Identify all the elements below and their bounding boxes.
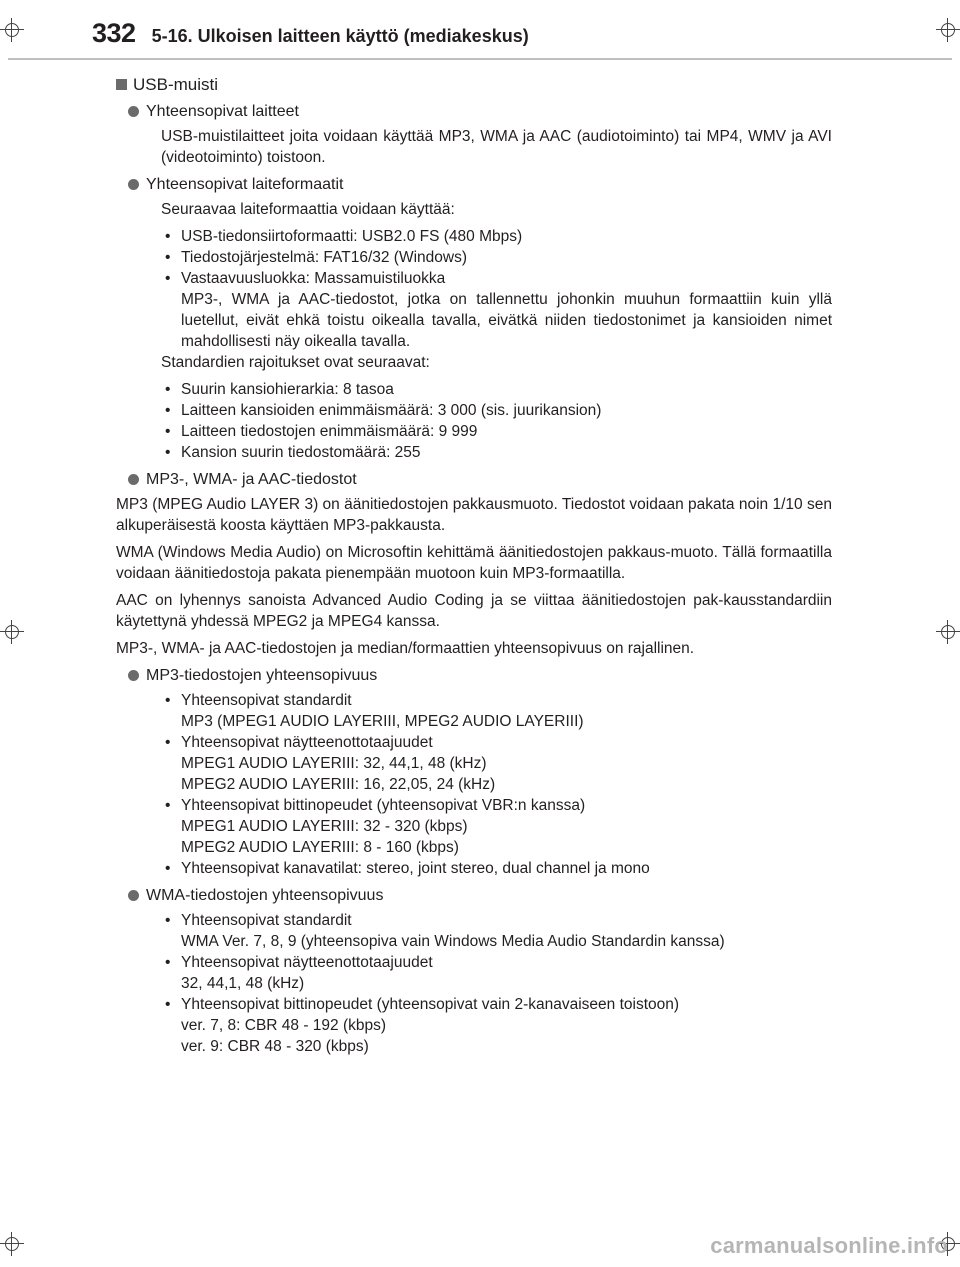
subsection-device-formats — [128, 174, 832, 195]
paragraph: Standardien rajoitukset ovat seuraavat: — [161, 354, 430, 371]
list-item-head: • Yhteensopivat näytteenottotaajuudet — [181, 954, 433, 971]
list-item — [161, 858, 832, 879]
mp3-list — [161, 690, 832, 879]
square-bullet-icon — [116, 79, 127, 90]
subsection-title: WMA-tiedostojen yhteensopivuus — [146, 887, 384, 904]
list-item-head: • Yhteensopivat bittinopeudet (yhteensopivat VBR:n kanssa) — [181, 797, 586, 814]
list-item-head: • Yhteensopivat bittinopeudet (yhteensopivat vain 2-kanavaiseen toistoon) — [181, 996, 680, 1013]
list-item: • Suurin kansiohierarkia: 8 tasoa — [161, 379, 832, 400]
paragraph: WMA (Windows Media Audio) on Microsoftin kehittämä äänitiedostojen pakkaus-muoto. Tällä formaatilla voidaan äänitiedostoja pakata pienempään muotoon kuin MP3-formaatilla. — [116, 544, 832, 582]
paragraph: Seuraavaa laiteformaattia voidaan käyttää: — [161, 201, 455, 218]
subsection-title: MP3-tiedostojen yhteensopivuus — [146, 667, 378, 684]
list-item-head: • Yhteensopivat standardit — [181, 912, 352, 929]
list-item: • Tiedostojärjestelmä: FAT16/32 (Windows) — [161, 247, 832, 268]
registration-mark-icon — [936, 620, 960, 644]
format-list — [161, 226, 832, 352]
page-number: 332 — [92, 18, 136, 48]
list-item — [161, 732, 832, 795]
registration-mark-icon — [0, 1232, 24, 1256]
circle-bullet-icon — [128, 106, 139, 117]
registration-mark-icon — [0, 18, 24, 42]
list-item: • USB-tiedonsiirtoformaatti: USB2.0 FS (480 Mbps) — [161, 226, 832, 247]
section-title: USB-muisti — [133, 75, 219, 94]
list-item — [161, 690, 832, 732]
list-item-head: • Yhteensopivat kanavatilat: stereo, joint stereo, dual channel ja mono — [181, 860, 650, 877]
list-item — [161, 994, 832, 1057]
subsection-title: Yhteensopivat laiteformaatit — [146, 176, 344, 193]
registration-mark-icon — [936, 18, 960, 42]
header-divider — [8, 58, 952, 60]
list-item-line: MPEG2 AUDIO LAYERIII: 8 - 160 (kbps) — [181, 839, 459, 856]
watermark-link[interactable]: carmanualsonline.info — [710, 1233, 948, 1258]
list-item-line: WMA Ver. 7, 8, 9 (yhteensopiva vain Windows Media Audio Standardin kanssa) — [181, 933, 725, 950]
subsection-title: Yhteensopivat laitteet — [146, 103, 299, 120]
list-item: • Kansion suurin tiedostomäärä: 255 — [161, 442, 832, 463]
subsection-mp3-compatibility — [128, 665, 832, 686]
paragraph: MP3-, WMA- ja AAC-tiedostojen ja median/formaattien yhteensopivuus on rajallinen. — [116, 640, 695, 657]
page-content — [116, 66, 832, 1063]
list-item-note: MP3-, WMA ja AAC-tiedostot, jotka on tallennettu johonkin muuhun formaattiin kuin yllä luetellut, eivät ehkä toistu oikealla tavalla, eivätkä niiden tiedostonimet ja kansioiden nimet mahdollisesti näy oikealla tavalla. — [181, 291, 832, 350]
list-item-text: • Vastaavuusluokka: Massamuistiluokka — [181, 270, 446, 287]
chapter-title: 5-16. Ulkoisen laitteen käyttö (mediakeskus) — [151, 26, 529, 46]
circle-bullet-icon — [128, 179, 139, 190]
wma-list — [161, 910, 832, 1057]
list-item-line: ver. 7, 8: CBR 48 - 192 (kbps) — [181, 1017, 387, 1034]
list-item — [161, 952, 832, 994]
list-item-line: MPEG1 AUDIO LAYERIII: 32 - 320 (kbps) — [181, 818, 468, 835]
subsection-title: MP3-, WMA- ja AAC-tiedostot — [146, 471, 357, 488]
list-item-head: • Yhteensopivat standardit — [181, 692, 352, 709]
subsection-wma-compatibility — [128, 885, 832, 906]
paragraph: MP3 (MPEG Audio LAYER 3) on äänitiedostojen pakkausmuoto. Tiedostot voidaan pakata noin 1/10 sen alkuperäisestä koosta käyttäen MP3-pakkausta. — [116, 496, 832, 534]
paragraph: USB-muistilaitteet joita voidaan käyttää MP3, WMA ja AAC (audiotoiminto) tai MP4, WMV ja AVI (videotoiminto) toistoon. — [161, 128, 832, 166]
list-item-line: MPEG1 AUDIO LAYERIII: 32, 44,1, 48 (kHz) — [181, 755, 487, 772]
list-item-line: MPEG2 AUDIO LAYERIII: 16, 22,05, 24 (kHz) — [181, 776, 496, 793]
paragraph: AAC on lyhennys sanoista Advanced Audio Coding ja se viittaa äänitiedostojen pak-kausstandardiin käytettynä yhdessä MPEG2 ja MPEG4 kanssa. — [116, 592, 832, 630]
list-item-line: ver. 9: CBR 48 - 320 (kbps) — [181, 1038, 369, 1055]
list-item — [161, 910, 832, 952]
subsection-file-types — [128, 469, 832, 490]
circle-bullet-icon — [128, 474, 139, 485]
list-item-head: • Yhteensopivat näytteenottotaajuudet — [181, 734, 433, 751]
list-item: • Laitteen tiedostojen enimmäismäärä: 9 999 — [161, 421, 832, 442]
list-item — [161, 268, 832, 352]
list-item: • Laitteen kansioiden enimmäismäärä: 3 000 (sis. juurikansion) — [161, 400, 832, 421]
list-item-line: 32, 44,1, 48 (kHz) — [181, 975, 305, 992]
list-item-line: MP3 (MPEG1 AUDIO LAYERIII, MPEG2 AUDIO LAYERIII) — [181, 713, 584, 730]
circle-bullet-icon — [128, 670, 139, 681]
registration-mark-icon — [0, 620, 24, 644]
section-usb-memory — [116, 74, 832, 95]
list-item — [161, 795, 832, 858]
limits-list — [161, 379, 832, 463]
subsection-compatible-devices — [128, 101, 832, 122]
page-header — [92, 18, 529, 54]
circle-bullet-icon — [128, 890, 139, 901]
